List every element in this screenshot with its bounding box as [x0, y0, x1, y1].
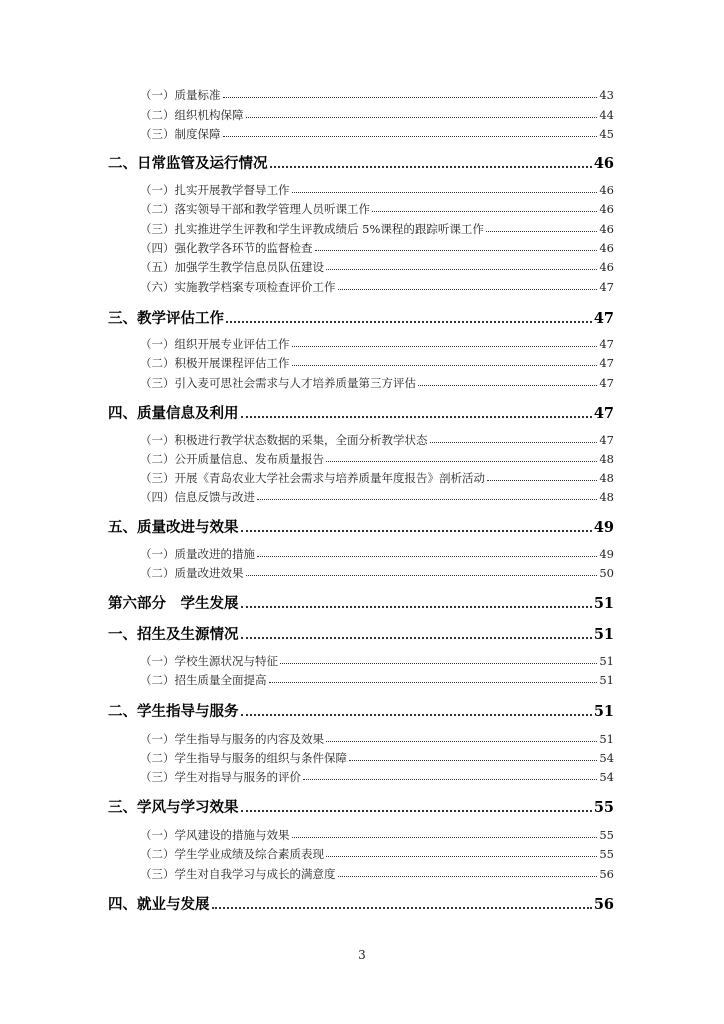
toc-subsection-entry[interactable] — [140, 867, 614, 880]
dot-leader — [372, 210, 597, 212]
dot-leader — [418, 384, 597, 386]
dot-leader — [241, 605, 592, 608]
dot-leader — [326, 855, 597, 857]
toc-entry-page-number: 46 — [599, 221, 614, 236]
dot-leader — [430, 441, 598, 443]
toc-subsection-entry[interactable] — [140, 241, 614, 254]
dot-leader — [338, 288, 598, 290]
toc-subsection-entry[interactable] — [140, 280, 614, 293]
dot-leader — [241, 529, 592, 532]
toc-section-entry[interactable] — [108, 595, 614, 611]
toc-entry-title: （三）学生对自我学习与成长的满意度 — [140, 866, 336, 881]
dot-leader — [338, 875, 598, 877]
toc-entry-title: （一）组织开展专业评估工作 — [140, 336, 290, 351]
toc-section-entry[interactable] — [108, 405, 614, 421]
toc-entry-page-number: 46 — [593, 154, 614, 172]
toc-entry-title: （一）积极进行教学状态数据的采集，全面分析教学状态 — [140, 432, 428, 447]
toc-entry-title: （六）实施教学档案专项检查评价工作 — [140, 279, 336, 294]
toc-entry-page-number: 47 — [599, 375, 614, 390]
toc-entry-title: （二）学生学业成绩及综合素质表现 — [140, 846, 324, 861]
toc-entry-page-number: 55 — [599, 827, 614, 842]
toc-subsection-entry[interactable] — [140, 490, 614, 503]
toc-entry-page-number: 44 — [599, 107, 614, 122]
toc-entry-page-number: 45 — [599, 126, 614, 141]
toc-entry-title: （四）信息反馈与改进 — [140, 489, 255, 504]
toc-entry-title: （一）质量改进的措施 — [140, 546, 255, 561]
toc-entry-page-number: 51 — [593, 594, 614, 612]
toc-subsection-entry[interactable] — [140, 183, 614, 196]
toc-subsection-entry[interactable] — [140, 471, 614, 484]
toc-entry-page-number: 46 — [599, 201, 614, 216]
toc-entry-title: （三）引入麦可思社会需求与人才培养质量第三方评估 — [140, 375, 416, 390]
dot-leader — [326, 740, 597, 742]
toc-entry-page-number: 47 — [599, 336, 614, 351]
toc-entry-page-number: 46 — [599, 182, 614, 197]
dot-leader — [292, 345, 598, 347]
toc-section-entry[interactable] — [108, 626, 614, 642]
toc-entry-page-number: 47 — [599, 279, 614, 294]
toc-section-entry[interactable] — [108, 310, 614, 326]
toc-entry-page-number: 48 — [599, 470, 614, 485]
dot-leader — [292, 364, 598, 366]
toc-entry-page-number: 47 — [593, 309, 614, 327]
toc-subsection-entry[interactable] — [140, 376, 614, 389]
page-number: 3 — [358, 948, 366, 962]
dot-leader — [241, 809, 592, 812]
toc-subsection-entry[interactable] — [140, 770, 614, 783]
toc-entry-title: 二、学生指导与服务 — [108, 702, 239, 720]
toc-entry-title: （一）学生指导与服务的内容及效果 — [140, 731, 324, 746]
toc-subsection-entry[interactable] — [140, 127, 614, 140]
toc-entry-title: （一）扎实开展教学督导工作 — [140, 182, 290, 197]
dot-leader — [270, 165, 592, 168]
toc-entry-page-number: 56 — [593, 895, 614, 913]
dot-leader — [223, 96, 598, 98]
toc-subsection-entry[interactable] — [140, 108, 614, 121]
toc-entry-page-number: 54 — [599, 750, 614, 765]
dot-leader — [280, 662, 597, 664]
toc-subsection-entry[interactable] — [140, 356, 614, 369]
toc-entry-title: （一）质量标准 — [140, 87, 221, 102]
toc-subsection-entry[interactable] — [140, 88, 614, 101]
dot-leader — [326, 460, 597, 462]
toc-entry-page-number: 51 — [593, 625, 614, 643]
toc-entry-title: （二）公开质量信息、发布质量报告 — [140, 451, 324, 466]
toc-entry-title: （四）强化教学各环节的监督检查 — [140, 240, 313, 255]
toc-entry-title: （三）扎实推进学生评教和学生评教成绩后 5%课程的跟踪听课工作 — [140, 221, 484, 236]
dot-leader — [226, 320, 592, 323]
dot-leader — [246, 116, 598, 118]
toc-entry-page-number: 48 — [599, 451, 614, 466]
toc-entry-title: 四、质量信息及利用 — [108, 404, 239, 422]
toc-section-entry[interactable] — [108, 896, 614, 912]
toc-entry-title: （二）组织机构保障 — [140, 107, 244, 122]
toc-subsection-entry[interactable] — [140, 654, 614, 667]
dot-leader — [257, 498, 597, 500]
toc-subsection-entry[interactable] — [140, 433, 614, 446]
toc-entry-title: 五、质量改进与效果 — [108, 518, 239, 536]
toc-entry-page-number: 56 — [599, 866, 614, 881]
dot-leader — [487, 479, 597, 481]
dot-leader — [269, 681, 598, 683]
dot-leader — [212, 906, 592, 909]
toc-subsection-entry[interactable] — [140, 337, 614, 350]
toc-entry-page-number: 51 — [599, 672, 614, 687]
toc-subsection-entry[interactable] — [140, 751, 614, 764]
toc-entry-page-number: 43 — [599, 87, 614, 102]
toc-subsection-entry[interactable] — [140, 828, 614, 841]
toc-entry-page-number: 55 — [599, 846, 614, 861]
toc-entry-page-number: 55 — [593, 798, 614, 816]
toc-subsection-entry[interactable] — [140, 847, 614, 860]
toc-entry-page-number: 47 — [593, 404, 614, 422]
toc-entry-page-number: 51 — [599, 731, 614, 746]
toc-entry-title: 四、就业与发展 — [108, 895, 210, 913]
toc-subsection-entry[interactable] — [140, 202, 614, 215]
toc-subsection-entry[interactable] — [140, 452, 614, 465]
toc-entry-title: （二）招生质量全面提高 — [140, 672, 267, 687]
toc-entry-title: （三）开展《青岛农业大学社会需求与培养质量年度报告》剖析活动 — [140, 470, 485, 485]
toc-subsection-entry[interactable] — [140, 566, 614, 579]
toc-entry-page-number: 54 — [599, 769, 614, 784]
dot-leader — [241, 415, 592, 418]
toc-entry-title: （五）加强学生教学信息员队伍建设 — [140, 259, 324, 274]
toc-entry-title: （一）学校生源状况与特征 — [140, 653, 278, 668]
toc-entry-title: 三、学风与学习效果 — [108, 798, 239, 816]
toc-entry-title: 二、日常监管及运行情况 — [108, 154, 268, 172]
dot-leader — [241, 713, 592, 716]
dot-leader — [326, 268, 597, 270]
toc-entry-page-number: 49 — [599, 546, 614, 561]
toc-entry-page-number: 51 — [599, 653, 614, 668]
toc-section-entry[interactable] — [108, 155, 614, 171]
toc-entry-page-number: 46 — [599, 259, 614, 274]
dot-leader — [292, 836, 598, 838]
toc-entry-title: 第六部分 学生发展 — [108, 594, 239, 612]
dot-leader — [292, 191, 598, 193]
toc-subsection-entry[interactable] — [140, 222, 614, 235]
dot-leader — [246, 574, 598, 576]
toc-subsection-entry[interactable] — [140, 547, 614, 560]
toc-entry-title: 一、招生及生源情况 — [108, 625, 239, 643]
toc-subsection-entry[interactable] — [140, 732, 614, 745]
toc-entry-title: （一）学风建设的措施与效果 — [140, 827, 290, 842]
toc-entry-title: 三、教学评估工作 — [108, 309, 224, 327]
toc-subsection-entry[interactable] — [140, 673, 614, 686]
dot-leader — [315, 249, 598, 251]
toc-entry-page-number: 49 — [593, 518, 614, 536]
toc-entry-title: （二）落实领导干部和教学管理人员听课工作 — [140, 201, 370, 216]
toc-section-entry[interactable] — [108, 519, 614, 535]
toc-entry-title: （二）积极开展课程评估工作 — [140, 355, 290, 370]
dot-leader — [223, 135, 598, 137]
toc-entry-title: （二）质量改进效果 — [140, 565, 244, 580]
toc-subsection-entry[interactable] — [140, 260, 614, 273]
dot-leader — [349, 759, 597, 761]
toc-entry-page-number: 47 — [599, 355, 614, 370]
dot-leader — [257, 555, 597, 557]
dot-leader — [486, 230, 597, 232]
toc-entry-page-number: 51 — [593, 702, 614, 720]
dot-leader — [303, 778, 597, 780]
toc-entry-page-number: 48 — [599, 489, 614, 504]
toc-entry-page-number: 47 — [599, 432, 614, 447]
dot-leader — [241, 636, 592, 639]
toc-entry-title: （三）制度保障 — [140, 126, 221, 141]
toc-section-entry[interactable] — [108, 799, 614, 815]
toc-entry-page-number: 50 — [599, 565, 614, 580]
toc-entry-title: （二）学生指导与服务的组织与条件保障 — [140, 750, 347, 765]
toc-entry-title: （三）学生对指导与服务的评价 — [140, 769, 301, 784]
toc-section-entry[interactable] — [108, 703, 614, 719]
toc-entry-page-number: 46 — [599, 240, 614, 255]
